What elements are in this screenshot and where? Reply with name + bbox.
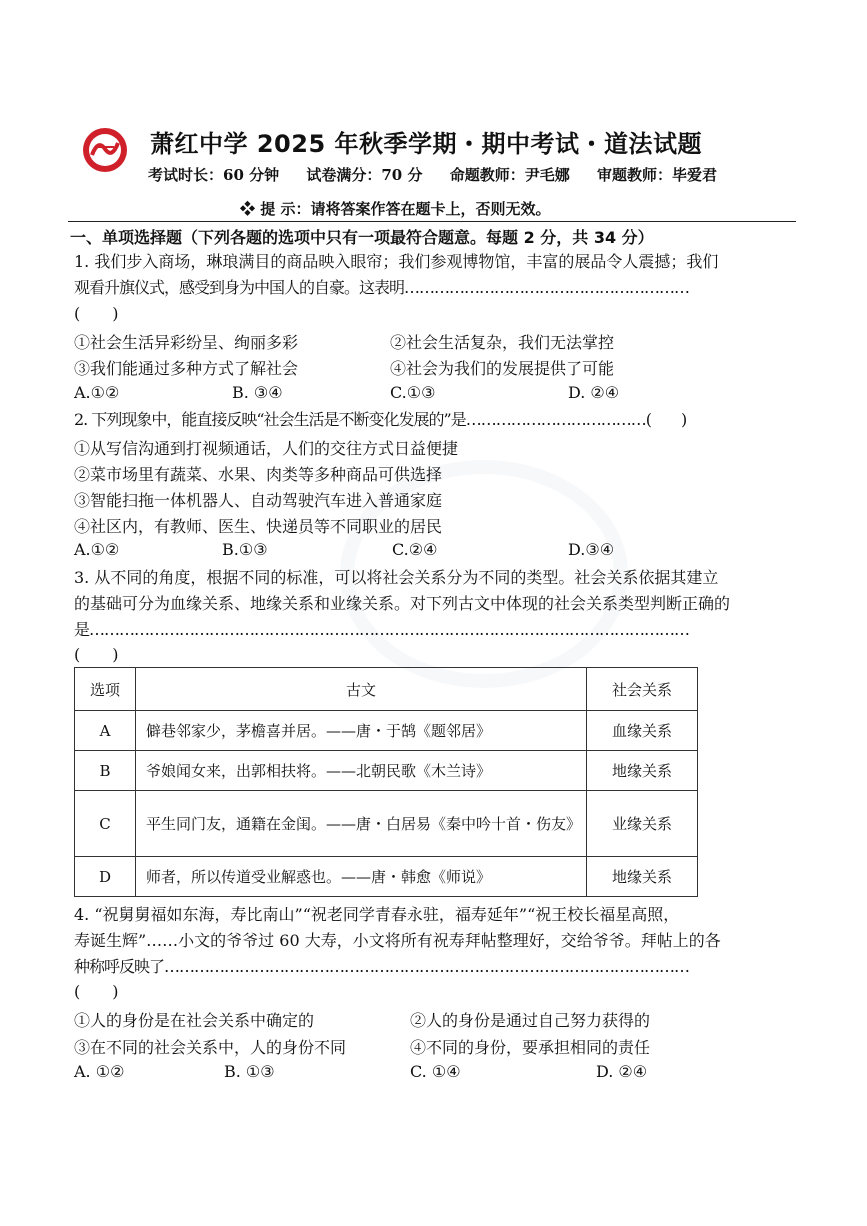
- q2-choice-c: C.②④: [392, 540, 438, 559]
- table-cell-relation: 地缘关系: [587, 751, 698, 791]
- table-row: [75, 791, 698, 857]
- q2-statement-1: ①从写信沟通到打视频通话，人们的交往方式日益便捷: [74, 439, 459, 458]
- q1-statement-1: ①社会生活异彩纷呈、绚丽多彩: [74, 333, 299, 352]
- full-score: 试卷满分：70 分: [306, 166, 423, 184]
- q4-choice-b: B. ①③: [224, 1062, 275, 1081]
- table-cell-relation: 血缘关系: [587, 711, 698, 751]
- table-cell-option: C: [75, 791, 136, 857]
- table-cell-text: 爷娘闻女来，出郭相扶将。——北朝民歌《木兰诗》: [136, 751, 587, 791]
- q3-answer-paren: ( ): [74, 645, 119, 664]
- q1-statement-3: ③我们能通过多种方式了解社会: [74, 359, 299, 378]
- table-cell-text: 师者，所以传道受业解惑也。——唐・韩愈《师说》: [136, 857, 587, 897]
- q1-line-1: 1. 我们步入商场，琳琅满目的商品映入眼帘；我们参观博物馆，丰富的展品令人震撼；我们: [74, 252, 719, 271]
- q1-choice-a: A.①②: [74, 383, 120, 402]
- exam-title: 萧红中学 2025 年秋季学期・期中考试・道法试题: [150, 130, 703, 158]
- q1-line-2: 观看升旗仪式，感受到身为中国人的自豪。这表明…………………………………………………: [74, 278, 690, 297]
- q2-statement-4: ④社区内，有教师、医生、快递员等不同职业的居民: [74, 517, 443, 536]
- section-heading: 一、单项选择题（下列各题的选项中只有一项最符合题意。每题 2 分，共 34 分）: [70, 228, 654, 247]
- table-row: [75, 751, 698, 791]
- header-rule: [68, 221, 796, 222]
- q1-choice-d: D. ②④: [568, 383, 620, 402]
- exam-meta: [148, 164, 808, 185]
- setter-teacher: 命题教师：尹毛娜: [449, 166, 570, 184]
- q2-choice-d: D.③④: [568, 540, 615, 559]
- table-cell-option: D: [75, 857, 136, 897]
- q1-choice-c: C.①③: [390, 383, 436, 402]
- q4-line-3: 种称呼反映了……………………………………………………………………………………………: [74, 957, 690, 976]
- q3-table: [74, 667, 698, 897]
- table-row: [75, 857, 698, 897]
- exam-time: 考试时长：60 分钟: [148, 166, 280, 184]
- q2-line-1: 2. 下列现象中，能直接反映“社会生活是不断变化发展的”是………………………………( ): [74, 410, 687, 429]
- q1-statement-4: ④社会为我们的发展提供了可能: [390, 359, 615, 378]
- q4-statement-1: ①人的身份是在社会关系中确定的: [74, 1011, 315, 1030]
- table-cell-option: A: [75, 711, 136, 751]
- q4-choice-d: D. ②④: [596, 1062, 648, 1081]
- q4-statement-4: ④不同的身份，要承担相同的责任: [410, 1038, 651, 1057]
- q4-statement-3: ③在不同的社会关系中，人的身份不同: [74, 1038, 347, 1057]
- school-logo-icon: [82, 127, 128, 173]
- table-header-option: 选项: [75, 668, 136, 711]
- q1-statement-2: ②社会生活复杂，我们无法掌控: [390, 333, 615, 352]
- table-header-relation: 社会关系: [587, 668, 698, 711]
- table-header-row: [75, 668, 698, 711]
- table-cell-relation: 地缘关系: [587, 857, 698, 897]
- table-cell-text: 平生同门友，通籍在金闺。——唐・白居易《秦中吟十首・伤友》: [136, 791, 587, 857]
- q4-line-1: 4. “祝舅舅福如东海，寿比南山”“祝老同学青春永驻，福寿延年”“祝王校长福星高照，: [74, 905, 680, 924]
- reviewer-teacher: 审题教师：毕爱君: [596, 166, 717, 184]
- q3-line-3: 是…………………………………………………………………………………………………………: [74, 620, 689, 639]
- q4-answer-paren: ( ): [74, 982, 119, 1001]
- q1-answer-paren: ( ): [74, 304, 119, 323]
- q4-choice-a: A. ①②: [74, 1062, 125, 1081]
- table-cell-text: 僻巷邻家少，茅檐喜并居。——唐・于鹄《题邻居》: [136, 711, 587, 751]
- table-cell-relation: 业缘关系: [587, 791, 698, 857]
- q2-choice-b: B.①③: [222, 540, 268, 559]
- table-cell-option: B: [75, 751, 136, 791]
- table-row: [75, 711, 698, 751]
- q4-choice-c: C. ①④: [410, 1062, 461, 1081]
- table-header-text: 古文: [136, 668, 587, 711]
- q3-line-1: 3. 从不同的角度，根据不同的标准，可以将社会关系分为不同的类型。社会关系依据其建立: [74, 568, 719, 587]
- q1-choice-b: B. ③④: [232, 383, 283, 402]
- q4-statement-2: ②人的身份是通过自己努力获得的: [410, 1011, 651, 1030]
- exam-tip: ❖ 提 示：请将答案作答在题卡上，否则无效。: [240, 200, 551, 218]
- q2-statement-3: ③智能扫拖一体机器人、自动驾驶汽车进入普通家庭: [74, 491, 443, 510]
- q3-line-2: 的基础可分为血缘关系、地缘关系和业缘关系。对下列古文中体现的社会关系类型判断正确的: [74, 594, 731, 613]
- q2-statement-2: ②菜市场里有蔬菜、水果、肉类等多种商品可供选择: [74, 465, 443, 484]
- q2-choice-a: A.①②: [74, 540, 120, 559]
- q4-line-2: 寿诞生辉”……小文的爷爷过 60 大寿，小文将所有祝寿拜帖整理好，交给爷爷。拜帖上的各: [74, 931, 721, 950]
